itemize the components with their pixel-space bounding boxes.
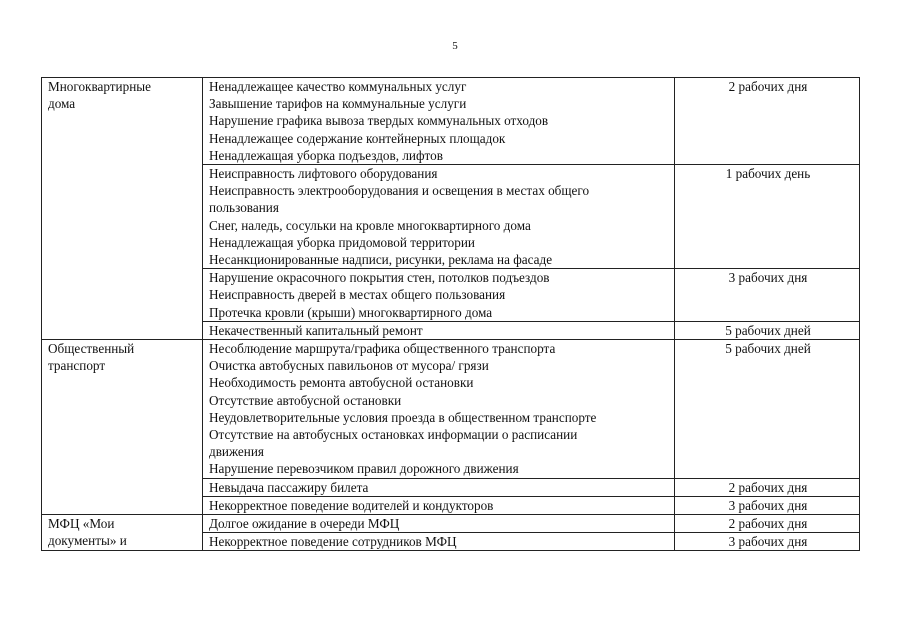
issue-item: Невыдача пассажиру билета [209,479,369,495]
issues-cell [203,269,675,322]
term-cell [675,269,860,322]
issue-item: Очистка автобусных павильонов от мусора/ грязи [209,358,489,374]
category-cell [42,340,203,515]
table-row [42,78,860,165]
issue-item: Протечка кровли (крыши) многоквартирного дома [209,304,493,320]
response-term: 2 рабочих дня [728,79,808,94]
issue-item: Долгое ожидание в очереди МФЦ [209,516,400,532]
issue-item: Ненадлежащая уборка подъездов, лифтов [209,147,443,163]
issues-cell [203,478,675,496]
issue-item: Нарушение окрасочного покрытия стен, потолков подъездов [209,270,550,286]
issue-item: Нарушение графика вывоза твердых коммунальных отходов [209,113,549,129]
issues-cell [203,496,675,514]
complaints-table [41,77,860,551]
issue-item: движения [209,444,264,460]
response-term: 3 рабочих дня [728,270,808,286]
category-label-line: документы» и [48,533,127,549]
term-cell [675,478,860,496]
issue-item: Отсутствие автобусной остановки [209,392,402,408]
response-term: 2 рабочих дня [728,479,808,495]
response-term: 3 рабочих дня [728,534,808,550]
category-label-line: Общественный [48,341,135,357]
category-label-line: Многоквартирные [48,79,151,94]
issue-item: Некорректное поведение водителей и кондукторов [209,497,494,513]
category-label-line: дома [48,96,76,112]
issue-item: Ненадлежащее качество коммунальных услуг [209,79,467,94]
category-cell [42,78,203,340]
issues-cell [203,515,675,533]
issue-item: Необходимость ремонта автобусной остановки [209,375,474,391]
term-cell [675,496,860,514]
term-cell [675,515,860,533]
issues-cell [203,533,675,551]
category-label-line: МФЦ «Мои [48,516,115,532]
response-term: 2 рабочих дня [728,516,808,532]
issue-item: Неудовлетворительные условия проезда в общественном транспорте [209,409,597,425]
issue-item: Снег, наледь, сосульки на кровле многоквартирного дома [209,217,531,233]
issue-item: Неисправность электрооборудования и освещения в местах общего [209,183,590,199]
issue-item: Нарушение перевозчиком правил дорожного движения [209,461,519,477]
category-cell [42,515,203,551]
issue-item: Некорректное поведение сотрудников МФЦ [209,534,457,550]
table-row [42,340,860,479]
issue-item: Ненадлежащая уборка придомовой территории [209,234,475,250]
issue-item: Некачественный капитальный ремонт [209,322,423,338]
issue-item: Несанкционированные надписи, рисунки, реклама на фасаде [209,252,553,268]
term-cell [675,165,860,269]
issue-item: Неисправность дверей в местах общего пользования [209,287,506,303]
issue-item: пользования [209,200,279,216]
page-number: 5 [452,40,458,52]
issues-cell [203,321,675,339]
response-term: 5 рабочих дней [725,341,811,357]
category-label-line: транспорт [48,358,106,374]
issue-item: Завышение тарифов на коммунальные услуги [209,96,467,112]
term-cell [675,78,860,165]
complaints-table-wrapper [41,77,859,551]
term-cell [675,321,860,339]
term-cell [675,533,860,551]
table-row [42,515,860,533]
response-term: 3 рабочих дня [728,497,808,513]
response-term: 5 рабочих дней [725,322,811,338]
issue-item: Неисправность лифтового оборудования [209,166,438,182]
issue-item: Отсутствие на автобусных остановках информации о расписании [209,427,578,443]
response-term: 1 рабочих день [725,166,811,182]
issue-item: Ненадлежащее содержание контейнерных площадок [209,130,506,146]
issues-cell [203,78,675,165]
issues-cell [203,165,675,269]
complaints-table-body [42,78,860,551]
term-cell [675,340,860,479]
issue-item: Несоблюдение маршрута/графика общественного транспорта [209,341,556,357]
issues-cell [203,340,675,479]
